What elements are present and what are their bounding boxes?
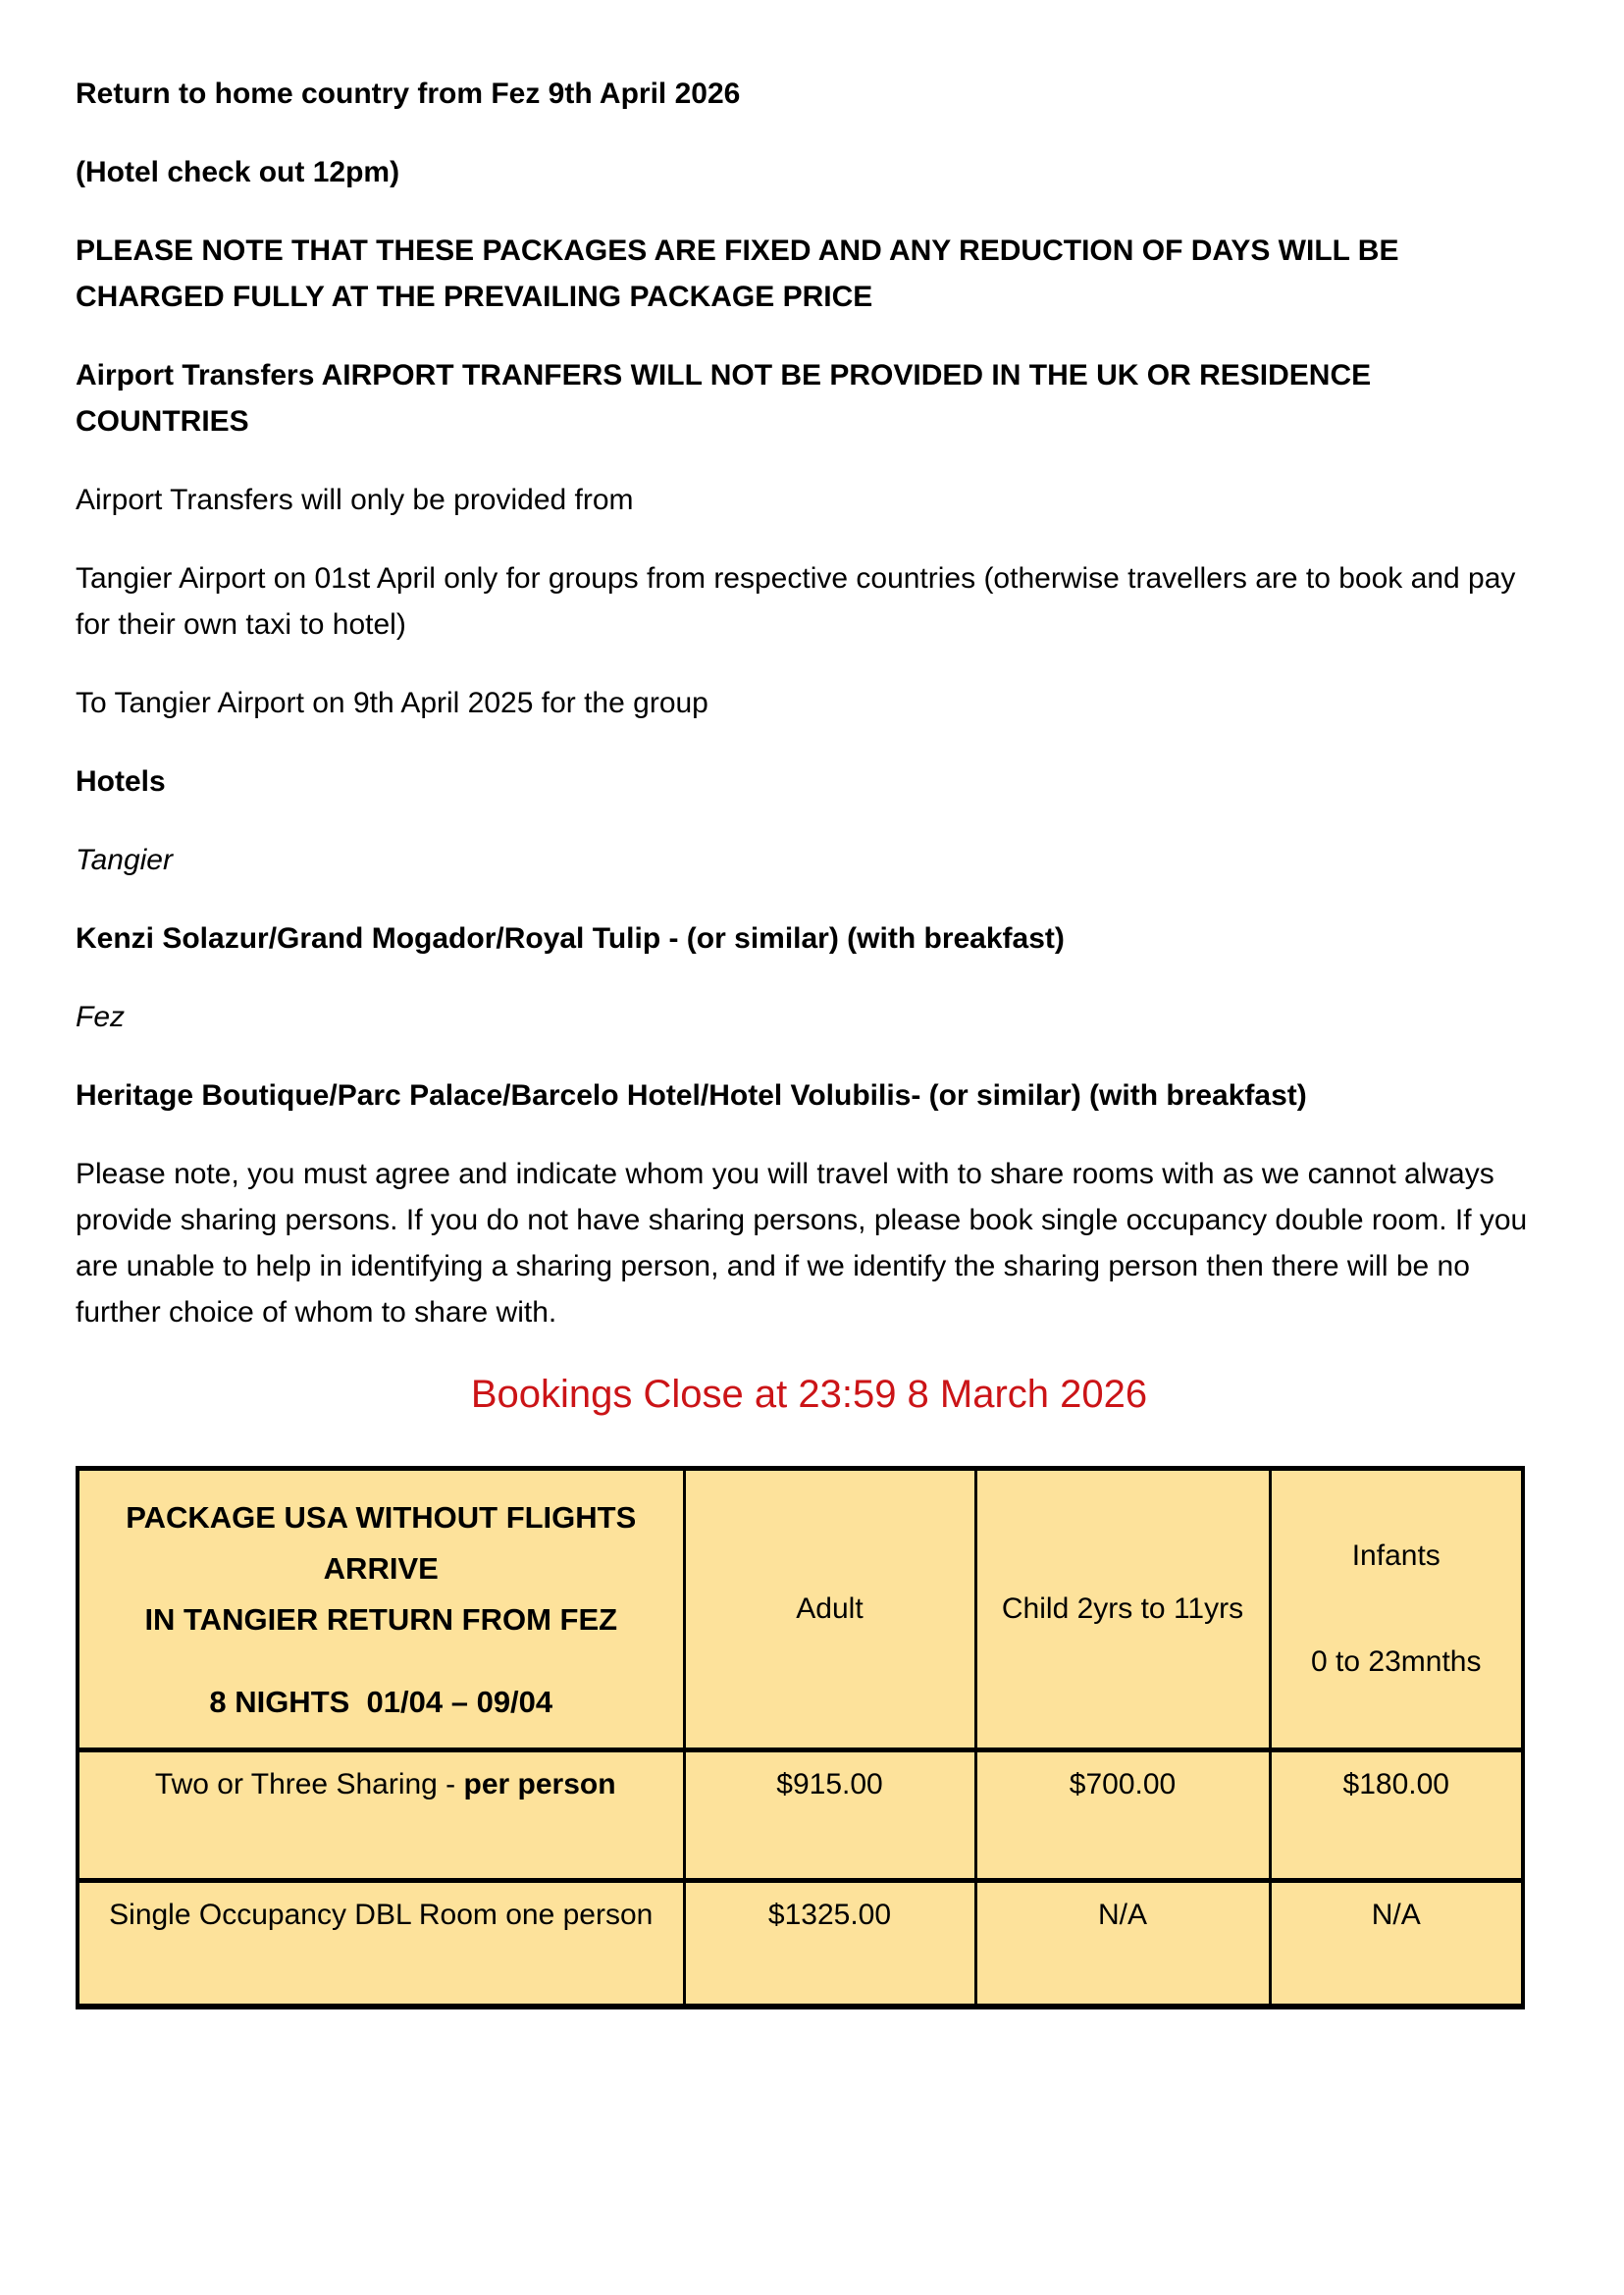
- paragraph-fez-label: Fez: [76, 1001, 126, 1033]
- sharing-adult-price: $915.00: [684, 1750, 975, 1881]
- paragraph-return-transfer-detail: To Tangier Airport on 9th April 2025 for the group: [76, 687, 708, 719]
- single-infants-price: N/A: [1270, 1881, 1523, 2007]
- paragraph-transfers-provided-from: Airport Transfers will only be provided from: [76, 484, 634, 516]
- table-row-single-occupancy: [78, 1881, 1523, 2007]
- sharing-row-label-cell: [78, 1750, 684, 1881]
- adult-header-label: Adult: [796, 1592, 864, 1625]
- paragraph-tangier-label: Tangier: [76, 844, 173, 876]
- child-header-label: Child 2yrs to 11yrs: [1001, 1592, 1244, 1625]
- sharing-infants-price: $180.00: [1270, 1750, 1523, 1881]
- sharing-label-bold: per person: [463, 1768, 616, 1800]
- package-title-cell: [78, 1469, 684, 1750]
- paragraph-fixed-packages-note: PLEASE NOTE THAT THESE PACKAGES ARE FIXED AND ANY REDUCTION OF DAYS WILL BE CHARGED FULLY AT THE PREVAILING PACKAGE PRICE: [76, 235, 1399, 313]
- infants-header-label: Infants: [1351, 1539, 1441, 1572]
- table-row-sharing: [78, 1750, 1523, 1881]
- column-header-infants: [1270, 1469, 1523, 1750]
- paragraph-tangier-hotels: Kenzi Solazur/Grand Mogador/Royal Tulip - (or similar) (with breakfast): [76, 922, 1065, 955]
- package-title-line1: PACKAGE USA WITHOUT FLIGHTS ARRIVE: [126, 1500, 637, 1586]
- column-header-adult: [684, 1469, 975, 1750]
- sharing-label-prefix: Two or Three Sharing -: [154, 1768, 464, 1800]
- paragraph-airport-transfers-heading: Airport Transfers AIRPORT TRANFERS WILL NOT BE PROVIDED IN THE UK OR RESIDENCE COUNTRIES: [76, 359, 1372, 438]
- package-nights-line: 8 NIGHTS 01/04 – 09/04: [209, 1685, 553, 1719]
- paragraph-hotels-heading: Hotels: [76, 765, 166, 798]
- pricing-table-header-row: [78, 1469, 1523, 1750]
- bookings-close-notice: Bookings Close at 23:59 8 March 2026: [470, 1373, 1148, 1416]
- paragraph-tangier-airport-detail: Tangier Airport on 01st April only for groups from respective countries (otherwise travellers are to book and pay for their own taxi to hotel): [76, 562, 1516, 641]
- paragraph-fez-hotels: Heritage Boutique/Parc Palace/Barcelo Hotel/Hotel Volubilis- (or similar) (with breakfast): [76, 1079, 1307, 1112]
- column-header-child: [975, 1469, 1270, 1750]
- sharing-child-price: $700.00: [975, 1750, 1270, 1881]
- infants-age-label: 0 to 23mnths: [1311, 1645, 1482, 1678]
- single-child-price: N/A: [975, 1881, 1270, 2007]
- paragraph-return-date: Return to home country from Fez 9th April 2026: [76, 78, 741, 110]
- package-title-line2: IN TANGIER RETURN FROM FEZ: [144, 1602, 618, 1637]
- single-adult-price: $1325.00: [684, 1881, 975, 2007]
- single-row-label-cell: Single Occupancy DBL Room one person: [109, 1899, 654, 1931]
- pricing-table: [76, 1466, 1525, 2009]
- paragraph-room-sharing-note: Please note, you must agree and indicate whom you will travel with to share rooms with as we cannot always provide sharing persons. If you do not have sharing persons, please book single occupancy double room. If you are unable to help in identifying a sharing person, and if we identify the sharing person then there will be no further choice of whom to share with.: [76, 1158, 1528, 1329]
- paragraph-hotel-checkout: (Hotel check out 12pm): [76, 156, 400, 188]
